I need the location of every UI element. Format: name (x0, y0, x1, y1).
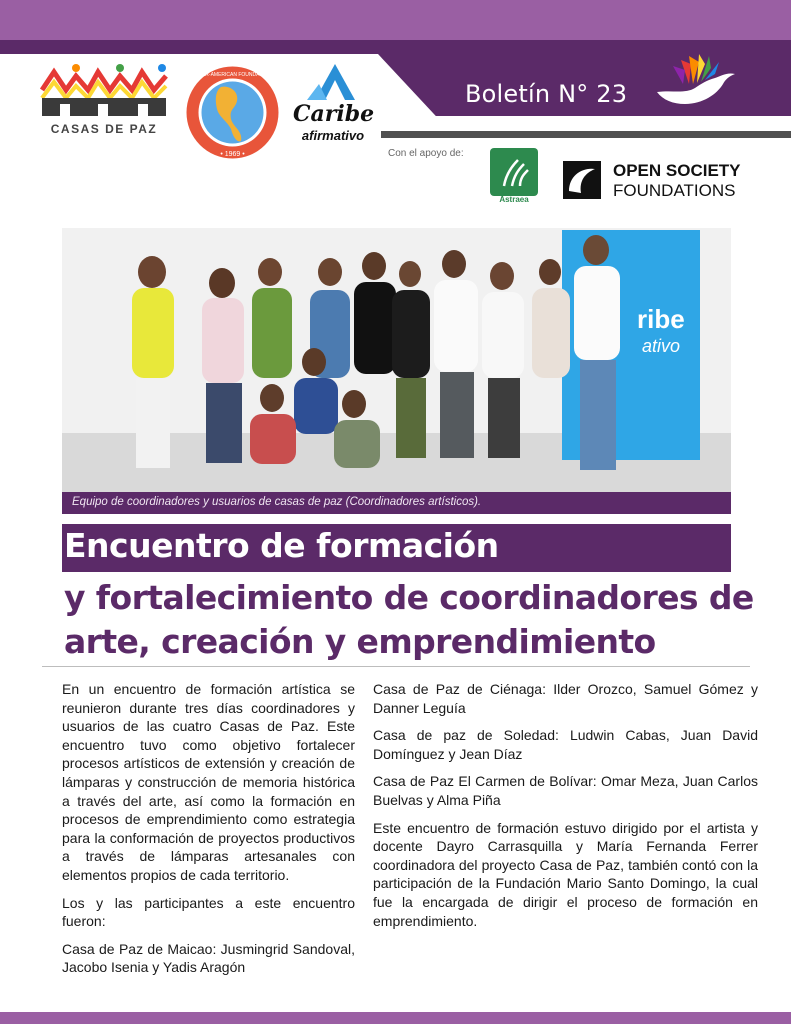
astraea-wordmark: Astraea (499, 195, 529, 204)
bottom-band (0, 1012, 791, 1024)
title-rule (42, 666, 750, 667)
header-rule (381, 131, 791, 138)
photo-caption: Equipo de coordinadores y usuarios de casas de paz (Coordinadores artísticos). (72, 496, 482, 508)
top-color-band (0, 0, 791, 40)
group-photo-illustration (62, 228, 731, 492)
paragraph: Casa de Paz de Maicao: Jusmingrid Sandoval, Jacobo Isenia y Yadis Aragón (62, 940, 355, 976)
open-society-logo (563, 161, 601, 199)
casas-de-paz-wordmark: CASAS DE PAZ (50, 122, 158, 136)
paragraph: Casa de Paz El Carmen de Bolívar: Omar Meza, Juan Carlos Buelvas y Alma Piña (373, 773, 758, 808)
bulletin-number: Boletín N° 23 (465, 80, 628, 108)
paragraph: Los y las participantes a este encuentro fueron: (62, 894, 355, 930)
dove-icon (655, 50, 737, 110)
banner-text-2: ativo (642, 336, 681, 356)
article-title-line1: Encuentro de formación (64, 526, 499, 565)
banner-text: ribe (637, 304, 685, 334)
inter-american-foundation-logo (185, 65, 280, 160)
paragraph: En un encuentro de formación artística se reunieron durante tres días coordinadores y usuarios de las cuatro Casas de Paz. Este encuentro tuvo como objetivo fortalecer procesos artísticos de extensión y creación de lámparas y construcción de memoria histórica a través del arte, así como la formación en procesos de emprendimiento como estrategia para la conformación de proyectos productivos a través de lámparas artesanales con elementos propios de cada territorio. (62, 681, 355, 883)
osf-line2: FOUNDATIONS (613, 181, 736, 200)
article-title-line2: y fortalecimiento de coordinadores de (64, 578, 754, 617)
article-column-right (373, 680, 758, 939)
article-title-line3: arte, creación y emprendimiento (64, 622, 656, 661)
caribe-wordmark: Caribe (293, 101, 375, 127)
iaf-ring-text: INTER-AMERICAN FOUNDATION (193, 72, 272, 78)
astraea-mark-icon (490, 148, 538, 196)
iaf-year: • 1969 • (220, 151, 245, 158)
paragraph: Casa de paz de Soledad: Ludwin Cabas, Juan David Domínguez y Jean Díaz (373, 727, 758, 762)
support-label: Con el apoyo de: (388, 148, 464, 159)
group-photo (62, 228, 731, 492)
paragraph: Este encuentro de formación estuvo dirigido por el artista y docente Dayro Carrasquilla y María Fernanda Ferrer coordinadora del proyecto Casa de Paz, también contó con la participación de la Fundación Mario Santo Domingo, la cual fue la encargada de dirigir el proceso de formación en emprendimiento. (373, 819, 758, 929)
open-society-wordmark (613, 161, 741, 201)
osf-line1: OPEN SOCIETY (613, 161, 741, 180)
article-column-left (62, 680, 355, 986)
afirmativo-wordmark: afirmativo (301, 128, 365, 143)
astraea-logo (490, 148, 538, 196)
paragraph: Casa de Paz de Ciénaga: Ilder Orozco, Samuel Gómez y Danner Leguía (373, 681, 758, 716)
